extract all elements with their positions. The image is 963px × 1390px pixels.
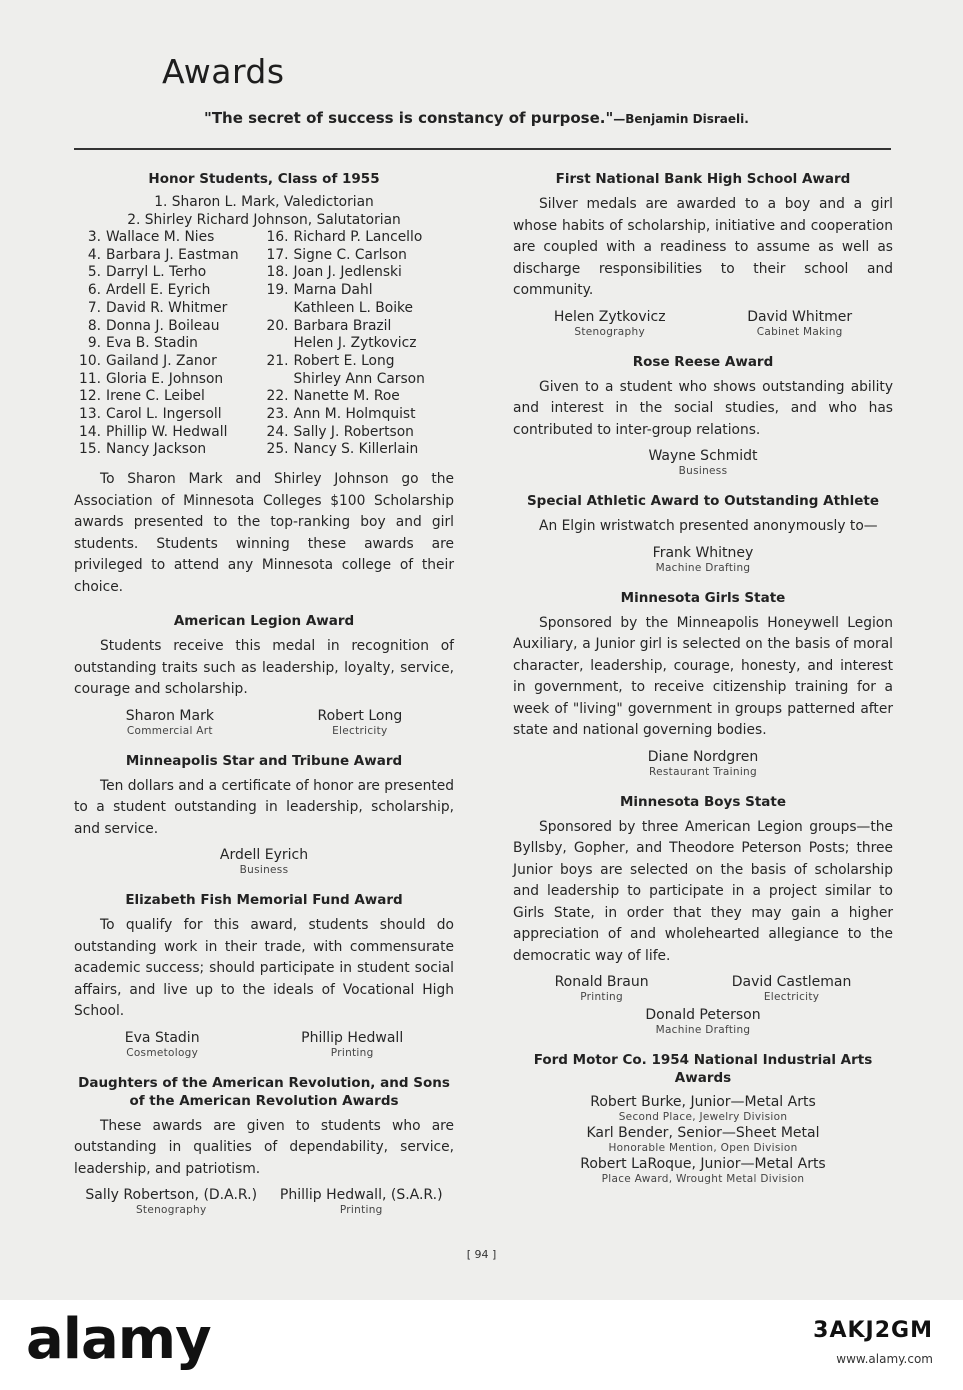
recipient-name: Frank Whitney bbox=[652, 544, 754, 561]
honor-rank: 15. bbox=[79, 441, 101, 458]
honor-rank: 23. bbox=[266, 406, 289, 423]
honor-rank: 17. bbox=[266, 246, 289, 263]
honor-student-name: David R. Whitmer bbox=[106, 299, 228, 316]
honor-student-row bbox=[267, 335, 455, 353]
award-section bbox=[513, 793, 893, 1038]
honor-rank: 13. bbox=[79, 406, 101, 423]
honor-rank: 20. bbox=[266, 317, 289, 334]
recipient-name: Sally Robertson, (D.A.R.) bbox=[85, 1187, 258, 1204]
honor-student-name: Ardell E. Eyrich bbox=[106, 282, 211, 299]
stock-image-id: 3AKJ2GM bbox=[813, 1318, 933, 1343]
honor-top-list bbox=[74, 194, 454, 229]
award-description: Sponsored by the Minneapolis Honeywell Legion Auxiliary, a Junior girl is selected on the basis of moral character, leadership, courage, honesty, and interest in government, to receive citizenship training for a week of "living" government in groups patterned after state and national governing bodies. bbox=[513, 614, 893, 738]
recipient-department: Cabinet Making bbox=[756, 325, 843, 338]
award-section bbox=[513, 353, 893, 479]
honor-student-name: Barbara Brazil bbox=[293, 317, 392, 334]
honor-rank: 7. bbox=[87, 299, 101, 316]
recipient bbox=[301, 1029, 403, 1060]
recipient bbox=[280, 1186, 443, 1217]
epigraph-quote bbox=[204, 109, 749, 127]
award-title: Daughters of the American Revolution, and Sons of the American Revolution Awards bbox=[78, 1074, 450, 1109]
recipient-department: Printing bbox=[339, 1204, 383, 1217]
recipient-list bbox=[74, 1186, 454, 1217]
recipient-name: Ardell Eyrich bbox=[219, 847, 309, 864]
honor-student-name: Signe C. Carlson bbox=[293, 246, 407, 263]
honor-student-name: Gloria E. Johnson bbox=[106, 370, 224, 387]
honor-column-2 bbox=[267, 229, 455, 459]
ford-award-recipient: Robert Burke, Junior—Metal Arts bbox=[590, 1094, 816, 1110]
award-section bbox=[513, 589, 893, 779]
recipient bbox=[554, 308, 666, 339]
honor-salutatorian: 2. Shirley Richard Johnson, Salutatorian bbox=[127, 211, 401, 228]
recipient bbox=[126, 707, 214, 738]
recipient-name: Eva Stadin bbox=[124, 1029, 200, 1046]
ford-award-entry bbox=[513, 1093, 893, 1124]
honor-column-1 bbox=[79, 229, 267, 459]
recipient bbox=[732, 973, 852, 1004]
honor-student-name: Phillip W. Hedwall bbox=[106, 423, 228, 440]
honor-rank: 9. bbox=[87, 335, 101, 352]
recipient-name: Helen Zytkovicz bbox=[553, 308, 666, 325]
honor-student-row bbox=[267, 353, 455, 371]
recipient-department: Electricity bbox=[332, 724, 388, 737]
honor-rank: 5. bbox=[87, 264, 101, 281]
honor-rank: 3. bbox=[87, 229, 101, 245]
honor-student-row bbox=[79, 282, 267, 300]
recipient-department: Restaurant Training bbox=[649, 765, 757, 778]
ford-award-entry bbox=[513, 1155, 893, 1186]
recipient bbox=[125, 1029, 200, 1060]
honor-rank: 25. bbox=[266, 441, 289, 458]
recipient-list bbox=[513, 447, 893, 478]
honor-student-row bbox=[267, 300, 455, 318]
recipient bbox=[85, 1186, 257, 1217]
award-title: Minneapolis Star and Tribune Award bbox=[125, 752, 403, 769]
page-title: Awards bbox=[162, 52, 285, 91]
right-column bbox=[513, 170, 893, 1186]
ford-award-recipient: Robert LaRoque, Junior—Metal Arts bbox=[580, 1156, 826, 1172]
recipient-list bbox=[513, 308, 893, 339]
honor-student-name: Barbara J. Eastman bbox=[106, 246, 239, 263]
award-title: Elizabeth Fish Memorial Fund Award bbox=[125, 892, 403, 909]
honor-rank: 6. bbox=[87, 282, 101, 299]
honor-rank: 19. bbox=[266, 282, 289, 299]
honor-student-name: Helen J. Zytkovicz bbox=[293, 335, 417, 352]
stock-url: www.alamy.com bbox=[836, 1352, 933, 1366]
recipient-department: Printing bbox=[330, 1046, 374, 1059]
recipient-name: Diane Nordgren bbox=[647, 748, 759, 765]
award-title: Minnesota Girls State bbox=[620, 589, 786, 606]
honor-student-row bbox=[79, 264, 267, 282]
award-section bbox=[513, 492, 893, 575]
honor-rank: 4. bbox=[87, 246, 101, 263]
recipient-list bbox=[74, 1029, 454, 1060]
honor-student-row bbox=[79, 388, 267, 406]
honor-student-name: Nancy S. Killerlain bbox=[293, 441, 419, 458]
quote-attribution: —Benjamin Disraeli. bbox=[613, 112, 749, 126]
quote-text: "The secret of success is constancy of purpose." bbox=[204, 109, 614, 127]
recipient-department: Business bbox=[239, 864, 289, 877]
recipient bbox=[648, 748, 758, 779]
recipient-list bbox=[74, 707, 454, 738]
recipient-name: Wayne Schmidt bbox=[648, 448, 758, 464]
honor-students-title: Honor Students, Class of 1955 bbox=[148, 171, 380, 187]
award-description: To qualify for this award, students should do outstanding work in their trade, with commensurate academic success; should participate in student social affairs, and live up to the ideals of Vocational High School. bbox=[74, 917, 454, 1020]
recipient-department: Electricity bbox=[763, 991, 820, 1003]
honor-student-row bbox=[79, 335, 267, 353]
honor-rank: 11. bbox=[79, 370, 101, 387]
honor-student-name: Darryl L. Terho bbox=[106, 264, 207, 281]
honor-student-name: Richard P. Lancello bbox=[293, 229, 423, 245]
recipient-list bbox=[74, 846, 454, 877]
honor-student-name: Shirley Ann Carson bbox=[293, 370, 425, 387]
award-section bbox=[74, 612, 454, 738]
header-divider bbox=[74, 148, 891, 150]
honor-student-row bbox=[79, 371, 267, 389]
award-title: Special Athletic Award to Outstanding Athlete bbox=[526, 493, 880, 509]
honor-student-row bbox=[79, 353, 267, 371]
honor-student-row bbox=[79, 424, 267, 442]
award-description: These awards are given to students who are outstanding in qualities of dependability, service, leadership, and patriotism. bbox=[74, 1117, 454, 1177]
award-title: First National Bank High School Award bbox=[555, 171, 851, 187]
honor-student-row bbox=[79, 406, 267, 424]
left-awards-list bbox=[74, 612, 454, 1217]
page-number: [ 94 ] bbox=[466, 1248, 497, 1261]
recipient-list-extra bbox=[513, 1006, 893, 1037]
recipient-name: Robert Long bbox=[317, 707, 403, 724]
honor-student-name: Kathleen L. Boike bbox=[293, 299, 414, 316]
honor-valedictorian: 1. Sharon L. Mark, Valedictorian bbox=[154, 194, 374, 210]
honor-rank: 14. bbox=[79, 423, 101, 440]
honor-student-row bbox=[267, 282, 455, 300]
honor-student-row bbox=[267, 247, 455, 265]
scholarship-paragraph: To Sharon Mark and Shirley Johnson go the Association of Minnesota Colleges $100 Scholarship awards presented to the top-ranking boy and girl students. Students winning these awards are privileged to attend any Minnesota college of their choice. bbox=[74, 471, 454, 595]
honor-student-name: Robert E. Long bbox=[293, 352, 395, 369]
recipient-list bbox=[513, 973, 893, 1004]
recipient bbox=[653, 544, 754, 575]
honor-student-name: Sally J. Robertson bbox=[293, 423, 414, 440]
award-description: Silver medals are awarded to a boy and a girl whose habits of scholarship, initiative and cooperation are coupled with a readiness to assume as well as discharge responsibilities to their school and community. bbox=[513, 196, 893, 298]
recipient-name: Phillip Hedwall, (S.A.R.) bbox=[279, 1187, 443, 1204]
honor-student-row bbox=[267, 371, 455, 389]
honor-student-row bbox=[79, 318, 267, 336]
stock-logo: alamy bbox=[26, 1307, 211, 1372]
ford-award-recipient: Karl Bender, Senior—Sheet Metal bbox=[586, 1125, 820, 1141]
honor-student-row bbox=[267, 441, 455, 459]
award-title: Minnesota Boys State bbox=[619, 793, 786, 810]
award-description: An Elgin wristwatch presented anonymously to— bbox=[539, 518, 878, 534]
recipient-list bbox=[513, 544, 893, 575]
recipient-name: David Whitmer bbox=[747, 308, 853, 325]
recipient-department: Business bbox=[678, 465, 728, 477]
honor-rank: 16. bbox=[266, 229, 289, 245]
honor-student-row bbox=[267, 264, 455, 282]
ford-award-list bbox=[513, 1093, 893, 1186]
award-title: Rose Reese Award bbox=[632, 353, 774, 370]
honor-student-row bbox=[79, 441, 267, 459]
honor-rank: 22. bbox=[266, 388, 289, 405]
honor-student-row bbox=[267, 388, 455, 406]
honor-student-name: Carol L. Ingersoll bbox=[106, 406, 222, 423]
honor-student-name: Nancy Jackson bbox=[106, 441, 207, 458]
ford-award-placement: Place Award, Wrought Metal Division bbox=[601, 1173, 805, 1185]
recipient-department: Printing bbox=[580, 991, 623, 1003]
recipient-department: Machine Drafting bbox=[655, 561, 751, 574]
recipient bbox=[220, 846, 308, 877]
award-section bbox=[74, 891, 454, 1060]
honor-student-row bbox=[267, 424, 455, 442]
recipient-list bbox=[513, 748, 893, 779]
honor-grid bbox=[79, 229, 454, 459]
honor-student-name: Eva B. Stadin bbox=[106, 335, 198, 352]
recipient-department: Commercial Art bbox=[126, 724, 213, 737]
recipient-name: Phillip Hedwall bbox=[301, 1029, 404, 1046]
honor-student-name: Marna Dahl bbox=[293, 282, 373, 299]
honor-student-name: Joan J. Jedlenski bbox=[293, 264, 402, 281]
honor-rank: 21. bbox=[266, 352, 289, 369]
recipient-department: Cosmetology bbox=[126, 1046, 199, 1059]
left-column bbox=[74, 170, 454, 1217]
recipient bbox=[317, 707, 402, 738]
honor-rank: 10. bbox=[79, 352, 101, 369]
award-section bbox=[74, 1074, 454, 1218]
honor-student-row bbox=[79, 247, 267, 265]
recipient-name: Sharon Mark bbox=[125, 707, 214, 724]
honor-student-name: Gailand J. Zanor bbox=[106, 352, 217, 369]
right-awards-list bbox=[513, 170, 893, 1037]
recipient-department: Machine Drafting bbox=[655, 1024, 751, 1036]
honor-student-name: Nanette M. Roe bbox=[293, 388, 400, 405]
recipient-name: David Castleman bbox=[731, 974, 852, 990]
honor-student-name: Donna J. Boileau bbox=[106, 317, 220, 334]
recipient bbox=[555, 973, 649, 1004]
ford-award-placement: Honorable Mention, Open Division bbox=[608, 1142, 798, 1154]
award-description: Students receive this medal in recognition of outstanding traits such as leadership, loyalty, service, courage and scholarship. bbox=[74, 638, 454, 698]
award-section bbox=[74, 752, 454, 878]
recipient bbox=[645, 1006, 760, 1037]
honor-student-row bbox=[79, 300, 267, 318]
award-description: Ten dollars and a certificate of honor are presented to a student outstanding in leadership, scholarship, and service. bbox=[74, 777, 454, 837]
recipient bbox=[648, 447, 757, 478]
award-description: Given to a student who shows outstanding ability and interest in the social studies, and who has contributed to inter-group relations. bbox=[513, 378, 893, 438]
recipient-name: Ronald Braun bbox=[554, 974, 649, 990]
honor-student-row bbox=[267, 318, 455, 336]
recipient-department: Stenography bbox=[135, 1204, 207, 1217]
honor-student-row bbox=[267, 406, 455, 424]
award-description: Sponsored by three American Legion groups—the Byllsby, Gopher, and Theodore Peterson Posts; three Junior boys are selected on the basis of scholarship and leadership to participate in a project similar to Girls State, in order that they may gain a higher appreciation of and wholehearted allegiance to the democratic way of life. bbox=[513, 818, 893, 964]
honor-student-name: Irene C. Leibel bbox=[106, 388, 205, 405]
recipient-name: Donald Peterson bbox=[645, 1007, 761, 1023]
honor-rank: 8. bbox=[87, 317, 101, 334]
honor-student-row bbox=[267, 229, 455, 247]
award-section bbox=[513, 170, 893, 339]
honor-student-name: Wallace M. Nies bbox=[106, 229, 215, 245]
honor-rank: 24. bbox=[266, 423, 289, 440]
honor-rank: 18. bbox=[266, 264, 289, 281]
honor-rank: 12. bbox=[79, 388, 101, 405]
award-title: American Legion Award bbox=[173, 613, 355, 630]
ford-award-title: Ford Motor Co. 1954 National Industrial Arts Awards bbox=[533, 1052, 873, 1086]
honor-student-row bbox=[79, 229, 267, 247]
honor-student-name: Ann M. Holmquist bbox=[293, 406, 416, 423]
ford-award-placement: Second Place, Jewelry Division bbox=[618, 1111, 788, 1123]
ford-award-entry bbox=[513, 1124, 893, 1155]
recipient-department: Stenography bbox=[574, 325, 645, 338]
recipient bbox=[747, 308, 852, 339]
